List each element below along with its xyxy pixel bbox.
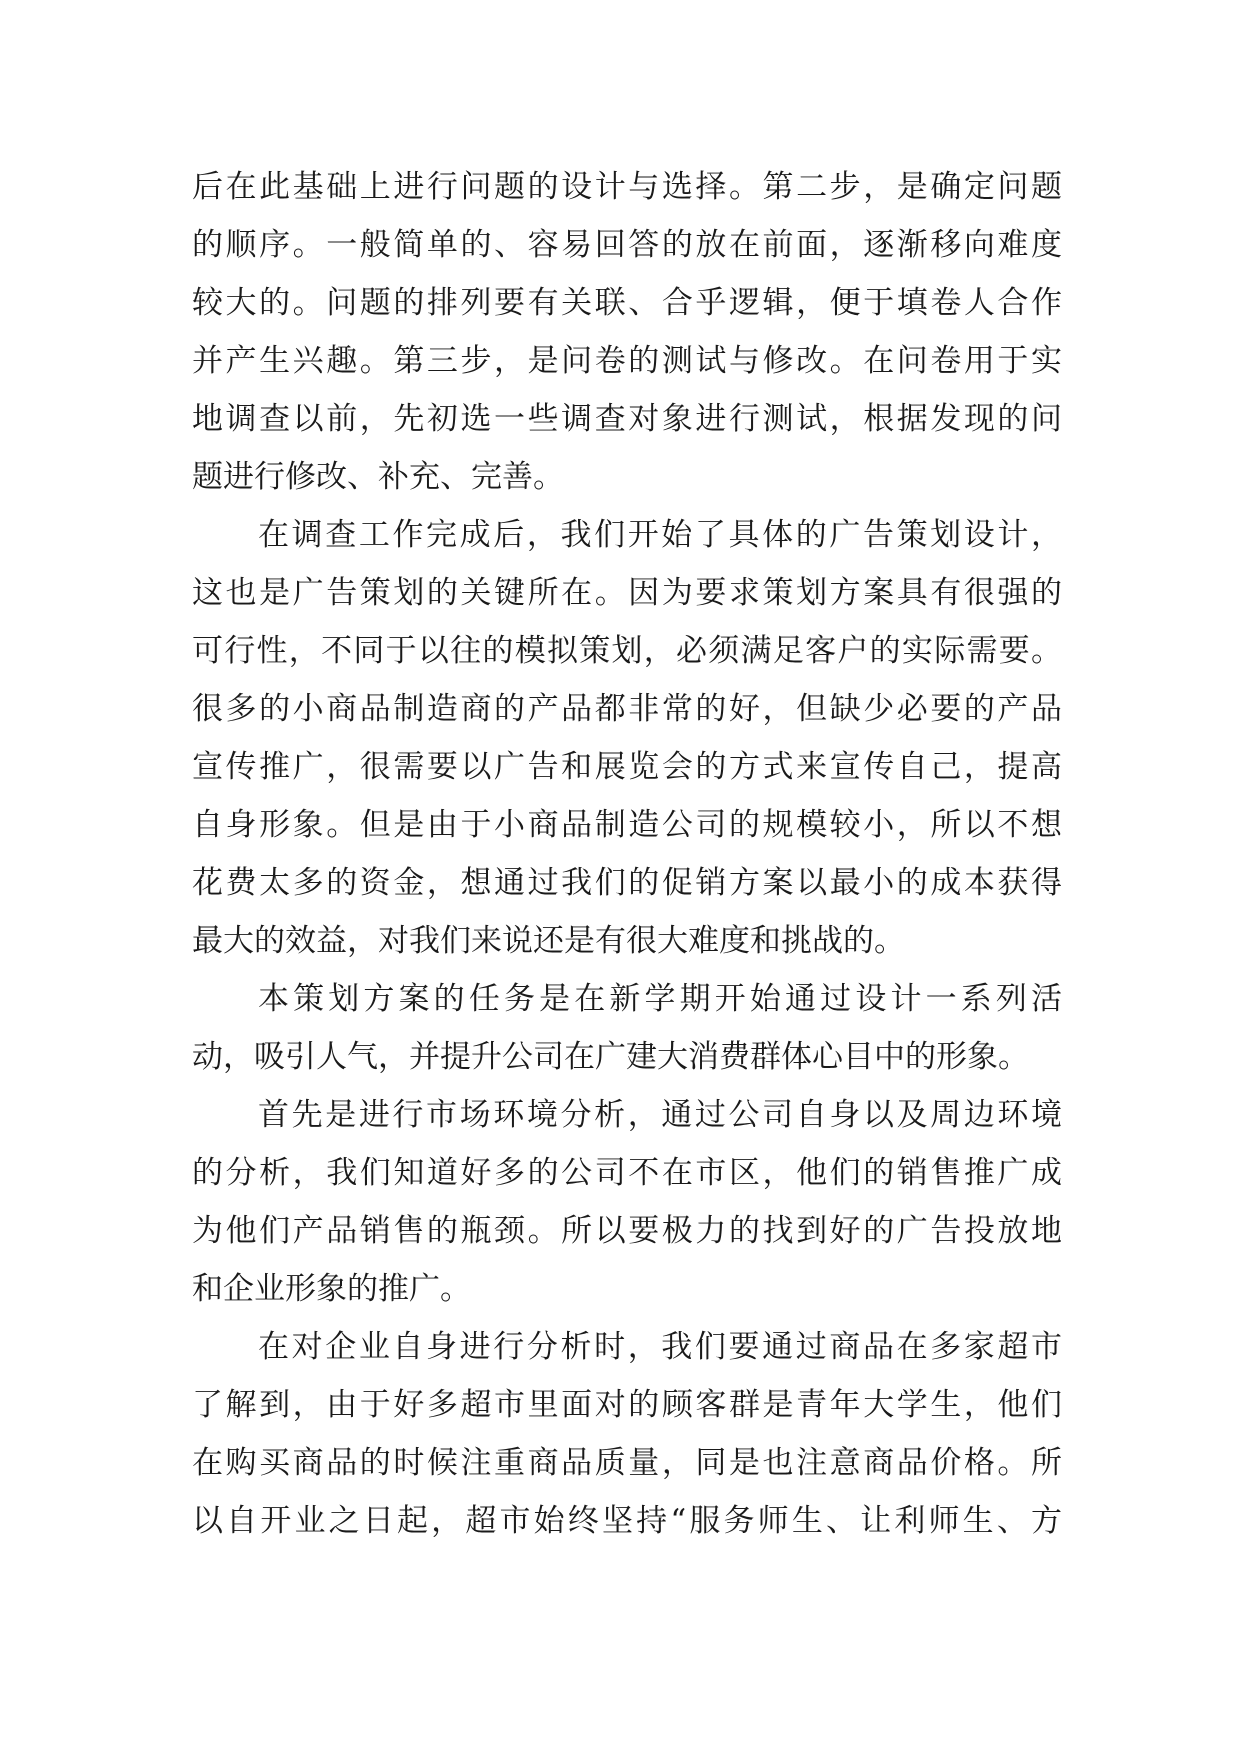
text-line: 在购买商品的时候注重商品质量，同是也注意商品价格。所 (192, 1445, 1062, 1481)
text-line: 并产生兴趣。第三步，是问卷的测试与修改。在问卷用于实 (192, 343, 1062, 379)
text-line: 本策划方案的任务是在新学期开始通过设计一系列活 (258, 981, 1062, 1017)
text-line: 动，吸引人气，并提升公司在广建大消费群体心目中的形象。 (192, 1039, 1029, 1075)
text-line: 在调查工作完成后，我们开始了具体的广告策划设计， (258, 517, 1062, 553)
text-line: 和企业形象的推广。 (192, 1271, 471, 1307)
text-line: 很多的小商品制造商的产品都非常的好，但缺少必要的产品 (192, 691, 1062, 727)
paragraph-4 (192, 1086, 1062, 1318)
paragraph-3 (192, 970, 1062, 1086)
body-text (192, 158, 1062, 1550)
text-line: 最大的效益，对我们来说还是有很大难度和挑战的。 (192, 923, 905, 959)
text-line: 的顺序。一般简单的、容易回答的放在前面，逐渐移向难度 (192, 227, 1062, 263)
text-line: 以自开业之日起，超市始终坚持“服务师生、让利师生、方 (192, 1503, 1062, 1539)
text-line: 可行性，不同于以往的模拟策划，必须满足客户的实际需要。 (192, 633, 1062, 669)
text-line: 为他们产品销售的瓶颈。所以要极力的找到好的广告投放地 (192, 1213, 1062, 1249)
text-line: 首先是进行市场环境分析，通过公司自身以及周边环境 (258, 1097, 1062, 1133)
text-line: 花费太多的资金，想通过我们的促销方案以最小的成本获得 (192, 865, 1062, 901)
text-line: 了解到，由于好多超市里面对的顾客群是青年大学生，他们 (192, 1387, 1062, 1423)
paragraph-1 (192, 158, 1062, 506)
paragraph-2 (192, 506, 1062, 970)
paragraph-5 (192, 1318, 1062, 1550)
text-line: 宣传推广，很需要以广告和展览会的方式来宣传自己，提高 (192, 749, 1062, 785)
text-line: 题进行修改、补充、完善。 (192, 459, 564, 495)
text-line: 地调查以前，先初选一些调查对象进行测试，根据发现的问 (192, 401, 1062, 437)
text-line: 后在此基础上进行问题的设计与选择。第二步，是确定问题 (192, 169, 1062, 205)
text-line: 较大的。问题的排列要有关联、合乎逻辑，便于填卷人合作 (192, 285, 1062, 321)
text-line: 的分析，我们知道好多的公司不在市区，他们的销售推广成 (192, 1155, 1062, 1191)
text-line: 在对企业自身进行分析时，我们要通过商品在多家超市 (258, 1329, 1062, 1365)
text-line: 这也是广告策划的关键所在。因为要求策划方案具有很强的 (192, 575, 1062, 611)
text-line: 自身形象。但是由于小商品制造公司的规模较小，所以不想 (192, 807, 1062, 843)
